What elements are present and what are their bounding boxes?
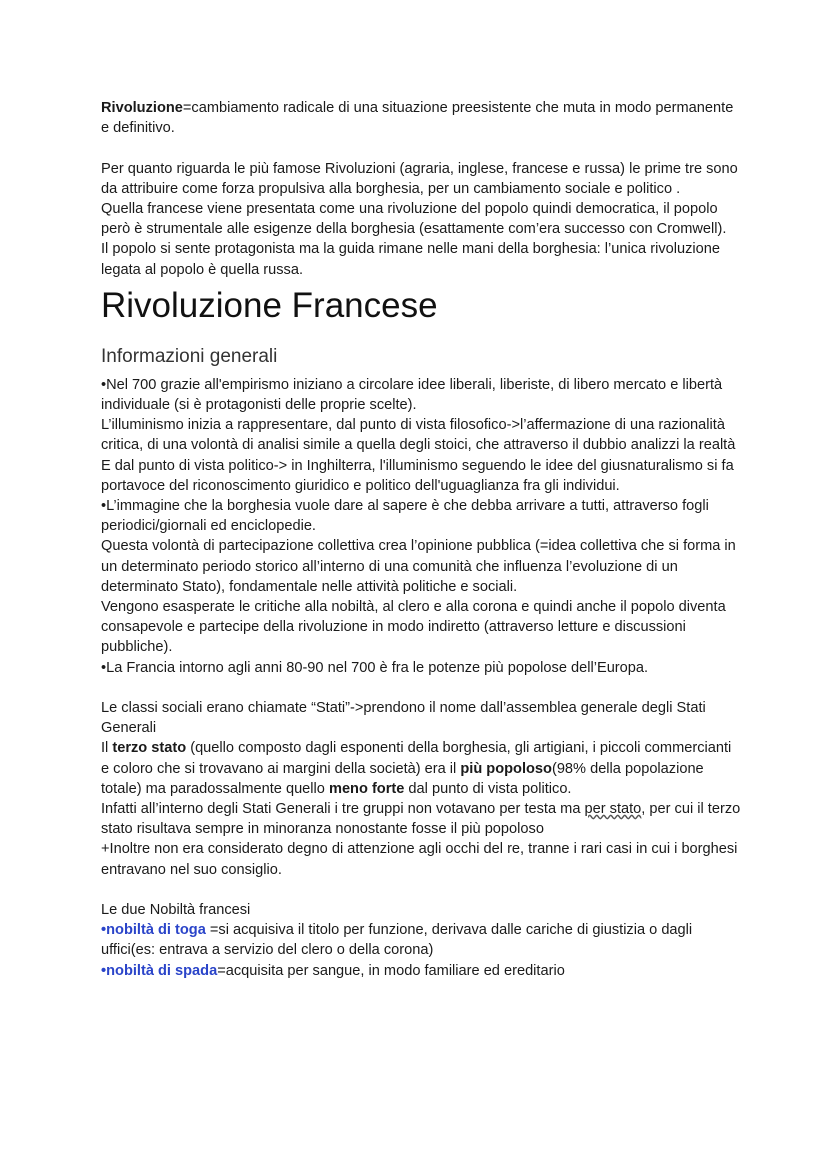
page-title: Rivoluzione Francese (101, 285, 438, 325)
intro-paragraph-3: Il popolo si sente protagonista ma la guida rimane nelle mani della borghesia: l’unica rivoluzione legata al popolo è quella russa. (101, 241, 720, 278)
stati-intro: Le classi sociali erano chiamate “Stati”->prendono il nome dall’assemblea generale degli Stati Generali (101, 700, 706, 737)
info-bullet-1: •Nel 700 grazie all'empirismo iniziano a circolare idee liberali, liberiste, di libero mercato e libertà individuale (si è protagonisti delle proprie scelte). (101, 376, 723, 414)
definition-text: =cambiamento radicale di una situazione preesistente che muta in modo permanente e definitivo. (101, 100, 734, 137)
nobilta-heading: Le due Nobiltà francesi (101, 902, 251, 919)
info-bullet-2: •L’immagine che la borghesia vuole dare al sapere è che debba arrivare a tutti, attraverso fogli periodici/giornali ed enciclopedie. (101, 498, 709, 535)
nobilta-toga-term: •nobiltà di toga (101, 922, 206, 939)
text-run: dal punto di vista politico. (404, 780, 572, 797)
nobilta-toga-text: =si acquisiva il titolo per funzione, derivava dalle cariche di giustizia o dagli uffici(es: entrava a servizio del clero o della corona) (101, 922, 693, 959)
document-body (101, 98, 741, 981)
info-bullet-3: •La Francia intorno agli anni 80-90 nel 700 è fra le potenze più popolose dell’Europa. (101, 659, 649, 676)
bold-terzo-stato: terzo stato (112, 740, 187, 757)
intro-paragraph-1: Per quanto riguarda le più famose Rivoluzioni (agraria, inglese, francese e russa) le prime tre sono da attribuire come forza propulsiva alla borghesia, per un cambiamento sociale e politico . (101, 160, 738, 197)
info-paragraph-critiche: Vengono esasperate le critiche alla nobiltà, al clero e alla corona e quindi anche il popolo diventa consapevole e partecipe della rivoluzione in modo indiretto (attraverso letture e discussioni pubbliche). (101, 599, 726, 656)
definition-paragraph (101, 98, 741, 138)
info-paragraph-opinione: Questa volontà di partecipazione collettiva crea l’opinione pubblica (=idea collettiva che si forma in un determinato periodo storico all’interno di una comunità che influenza l’evoluzione di un determinato Stato), fondamentale nelle attività politiche e sociali. (101, 538, 736, 595)
voto-paragraph (101, 799, 741, 839)
text-run: (quello composto dagli esponenti della borghesia, gli artigiani, i piccoli commercianti e coloro che si trovavano ai margini della società) era il (101, 740, 732, 777)
nobilta-spada-term: •nobiltà di spada (101, 962, 218, 979)
inoltre-paragraph: +Inoltre non era considerato degno di attenzione agli occhi del re, tranne i rari casi in cui i borghesi entravano nel suo consiglio. (101, 841, 738, 878)
info-paragraph-illuminismo: L’illuminismo inizia a rappresentare, dal punto di vista filosofico->l’affermazione di una razionalità critica, di una volontà di analisi simile a quella degli stoici, che attraverso il dubbio analizzi la realtà (101, 417, 736, 454)
text-run: Infatti all’interno degli Stati Generali i tre gruppi non votavano per testa ma (101, 801, 585, 818)
bold-meno-forte: meno forte (328, 780, 405, 797)
section-heading: Informazioni generali (101, 345, 278, 367)
text-run: Il (101, 740, 113, 757)
terzo-stato-paragraph (101, 738, 741, 799)
nobilta-spada-text: =acquisita per sangue, in modo familiare ed ereditario (217, 962, 565, 979)
text-run: (98% della popolazione totale) ma paradossalmente quello (101, 760, 704, 797)
info-paragraph-politico: E dal punto di vista politico-> in Inghilterra, l'illuminismo seguendo le idee del giusnaturalismo si fa portavoce del riconoscimento giuridico e politico dell'uguaglianza fra gli individui. (101, 457, 734, 494)
nobilta-toga-item (101, 920, 741, 960)
nobilta-spada-item (101, 961, 741, 981)
definition-term: Rivoluzione (101, 100, 183, 116)
spellcheck-underlined-text: per stato (584, 801, 642, 818)
bold-piu-popoloso: più popoloso (460, 760, 552, 777)
text-run: , per cui il terzo stato risultava sempre in minoranza nonostante fosse il più popoloso (101, 801, 741, 838)
intro-paragraph-2: Quella francese viene presentata come una rivoluzione del popolo quindi democratica, il popolo però è strumentale alle esigenze della borghesia (esattamente com’era successo con Cromwell). (101, 201, 727, 238)
